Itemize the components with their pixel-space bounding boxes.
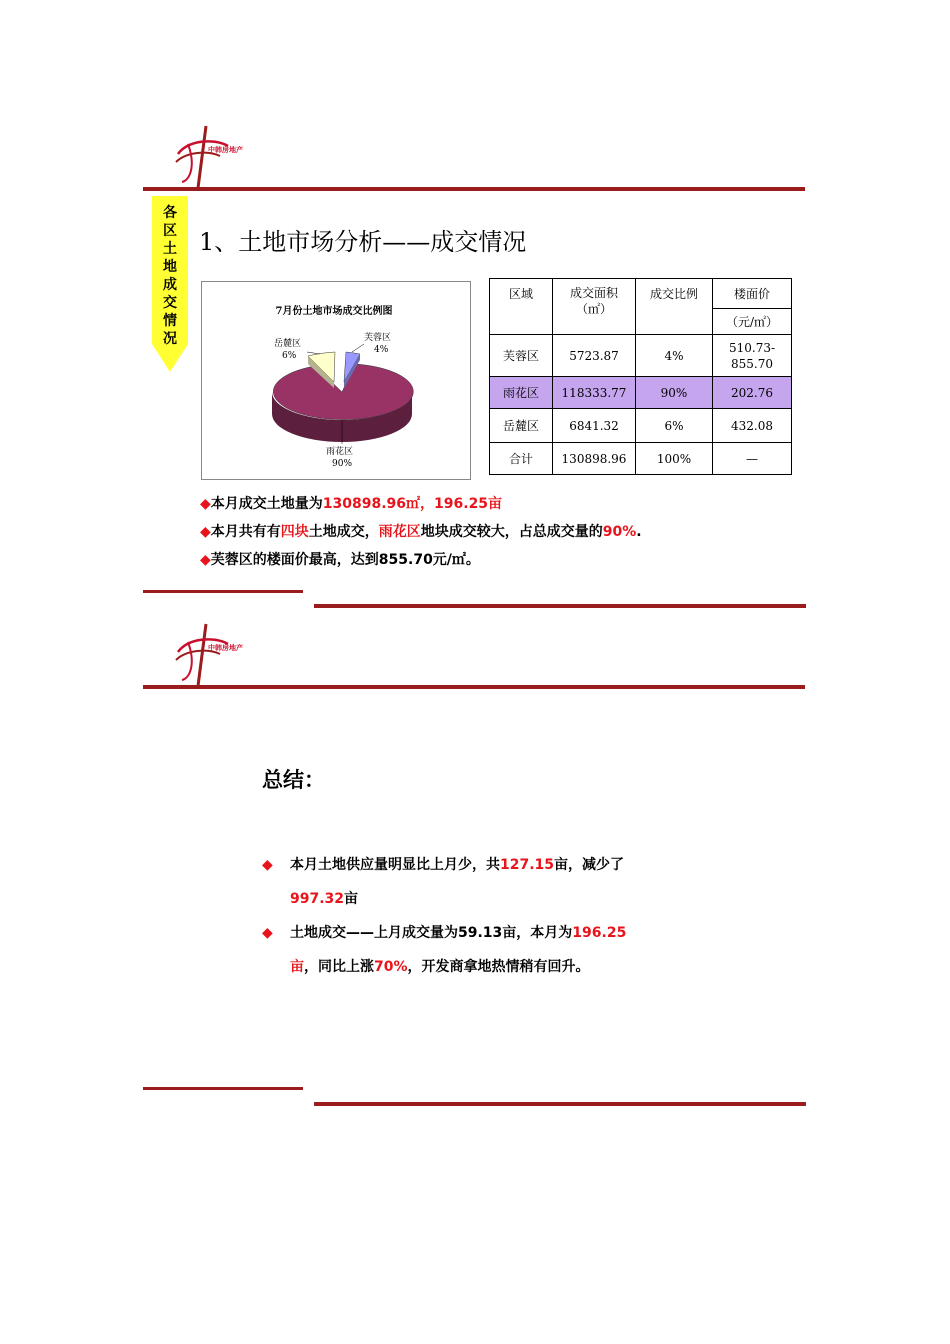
- footer-rule-short-2: [143, 1087, 303, 1090]
- th-price-unit: （元/㎡）: [713, 309, 792, 335]
- label-yuhua: 雨花区: [326, 447, 354, 457]
- table-row: 岳麓区 6841.32 6% 432.08: [490, 409, 792, 443]
- footer-rule-short: [143, 590, 303, 593]
- th-ratio: 成交比例: [636, 279, 713, 335]
- slice-yuhua: [273, 364, 413, 420]
- header-rule: [143, 187, 805, 191]
- pie-chart: [201, 281, 471, 480]
- label-yuelu: 岳麓区: [274, 339, 302, 349]
- diamond-icon: ◆: [200, 524, 211, 540]
- findings-list: [200, 490, 642, 574]
- table-row: 雨花区 118333.77 90% 202.76: [490, 377, 792, 409]
- company-logo-2: [168, 620, 278, 690]
- table-row: 芙蓉区 5723.87 4% 510.73- 855.70: [490, 335, 792, 377]
- chart-title: 7月份土地市场成交比例图: [275, 306, 393, 317]
- section-label-text: 各区土地成交情况: [163, 205, 177, 347]
- diamond-icon: ◆: [262, 857, 273, 873]
- diamond-icon: ◆: [200, 496, 211, 512]
- footer-rule-long-2: [314, 1102, 806, 1106]
- logo-text: 中韩房地产: [208, 146, 243, 154]
- summary-list: [262, 848, 732, 984]
- company-logo: [168, 122, 278, 192]
- summary-title: 总结：: [262, 768, 325, 792]
- finding-3: ◆芙蓉区的楼面价最高，达到855.70元/㎡。: [200, 552, 480, 568]
- label-furong-pct: 4%: [374, 345, 389, 355]
- page-title: 1、土地市场分析——成交情况: [199, 228, 527, 256]
- label-yuelu-pct: 6%: [282, 351, 297, 361]
- th-region: 区域: [490, 279, 553, 335]
- diamond-icon: ◆: [262, 925, 273, 941]
- header-rule-2: [143, 685, 805, 689]
- logo-text-2: 中韩房地产: [208, 644, 243, 652]
- th-area: 成交面积 （㎡）: [553, 279, 636, 335]
- label-furong: 芙蓉区: [364, 333, 392, 343]
- table-row: 合计 130898.96 100% —: [490, 443, 792, 475]
- footer-rule-long: [314, 604, 806, 608]
- diamond-icon: ◆: [200, 552, 211, 568]
- summary-item-1: ◆ 本月土地供应量明显比上月少，共127.15亩，减少了 997.32亩: [262, 848, 732, 916]
- finding-2: ◆本月共有有四块土地成交，雨花区地块成交较大，占总成交量的90%.: [200, 524, 642, 540]
- finding-1: ◆本月成交土地量为130898.96㎡，196.25亩: [200, 496, 503, 512]
- label-yuhua-pct: 90%: [332, 459, 353, 469]
- transaction-table: [489, 278, 792, 475]
- th-price: 楼面价: [713, 279, 792, 309]
- summary-item-2: ◆ 土地成交——上月成交量为59.13亩，本月为196.25 亩，同比上涨70%，开发商拿地热情稍有回升。: [262, 916, 732, 984]
